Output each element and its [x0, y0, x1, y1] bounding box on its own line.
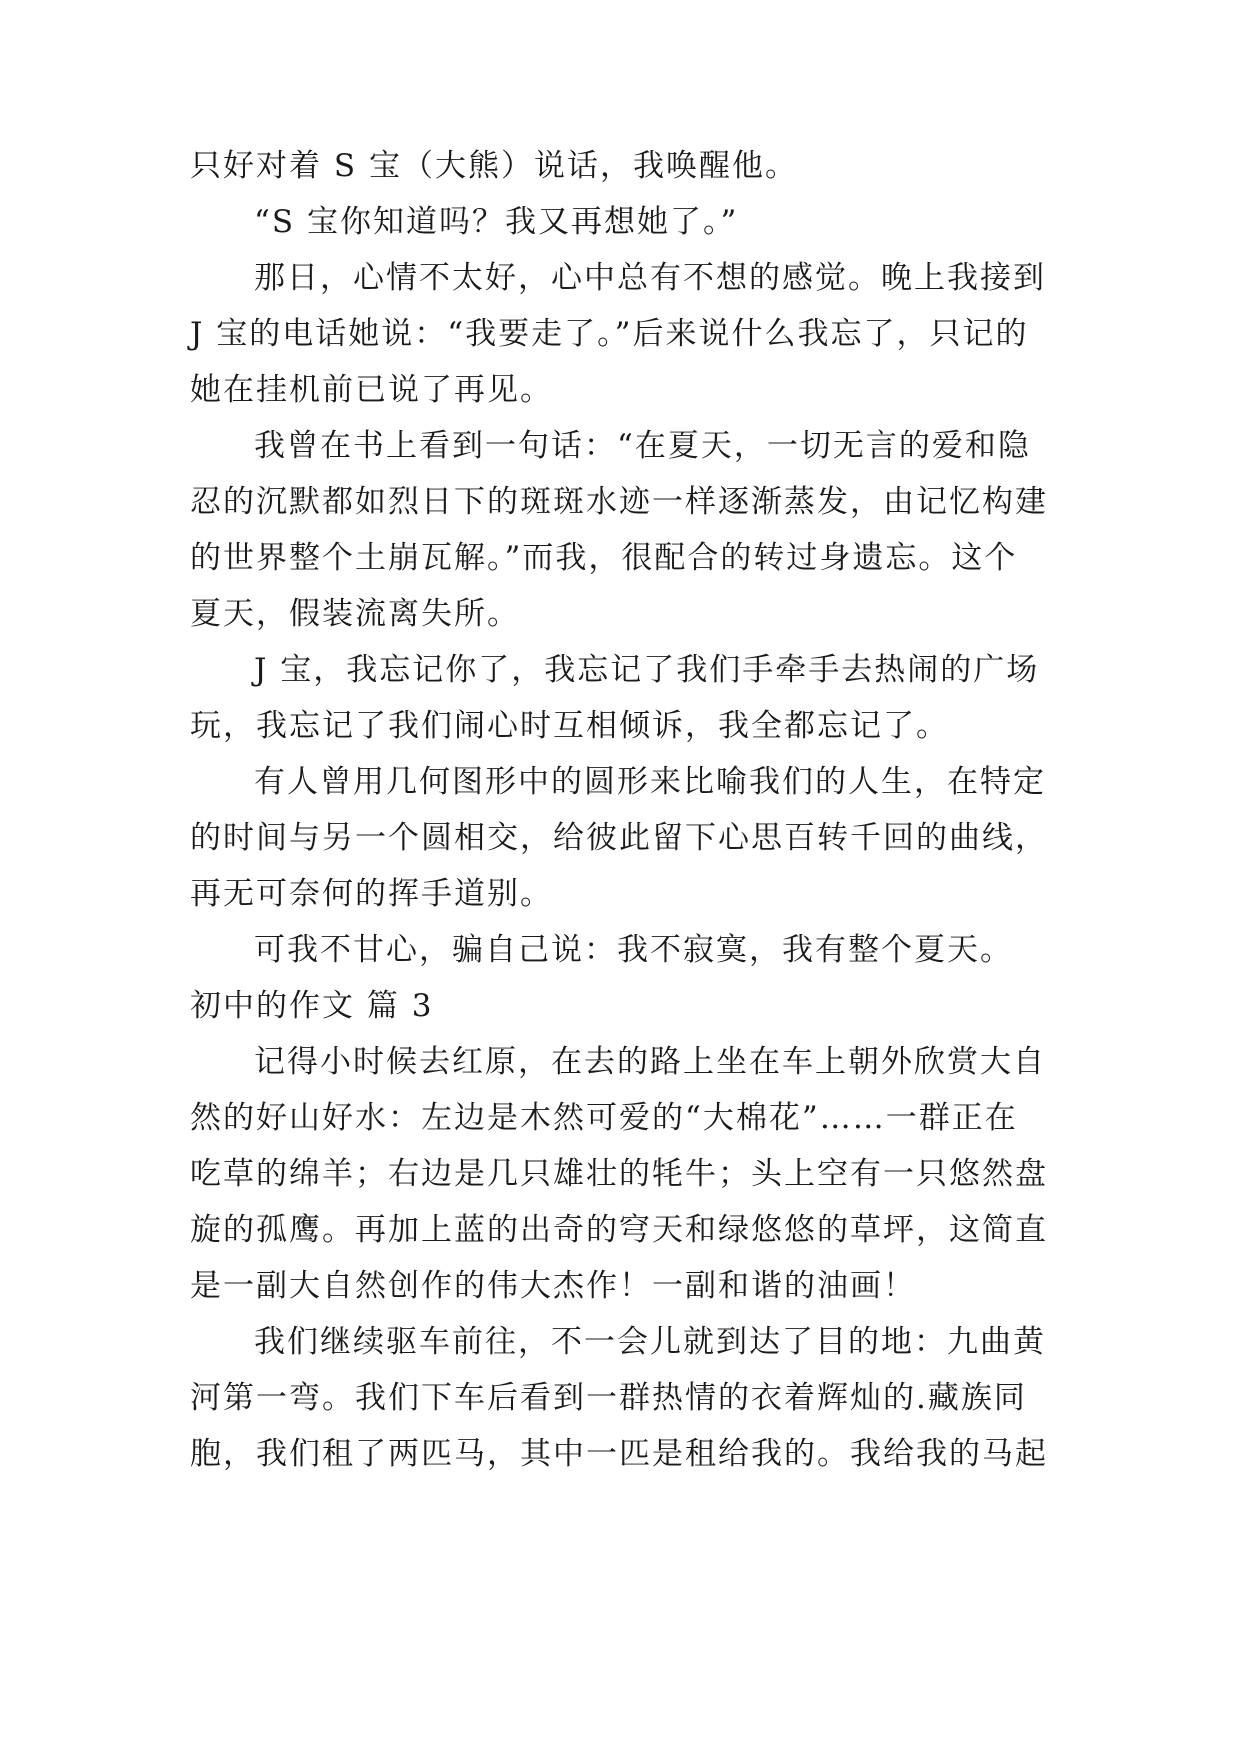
- text-line: 再无可奈何的挥手道别。: [190, 876, 553, 912]
- text-line: 我曾在书上看到一句话：“在夏天，一切无言的爱和隐: [254, 428, 1031, 464]
- text-line: 吃草的绵羊；右边是几只雄壮的牦牛；头上空有一只悠然盘: [190, 1156, 1048, 1192]
- text-line: 旋的孤鹰。再加上蓝的出奇的穹天和绿悠悠的草坪，这简直: [190, 1212, 1048, 1248]
- text-line: 然的好山好水：左边是木然可爱的“大棉花”……一群正在: [190, 1100, 1018, 1136]
- text-line: 可我不甘心，骗自己说：我不寂寞，我有整个夏天。: [254, 932, 1013, 968]
- text-line: 她在挂机前已说了再见。: [190, 372, 553, 408]
- text-line: 记得小时候去红原，在去的路上坐在车上朝外欣赏大自: [254, 1044, 1046, 1080]
- text-line: 是一副大自然创作的伟大杰作！一副和谐的油画！: [190, 1268, 916, 1304]
- text-line: 有人曾用几何图形中的圆形来比喻我们的人生，在特定: [254, 764, 1046, 800]
- text-line: 只好对着 S 宝（大熊）说话，我唤醒他。: [190, 148, 798, 184]
- text-line: 的世界整个土崩瓦解。”而我，很配合的转过身遗忘。这个: [190, 540, 1018, 576]
- text-line: 夏天，假装流离失所。: [190, 596, 520, 632]
- text-line: J 宝的电话她说：“我要走了。”后来说什么我忘了，只记的: [190, 316, 1029, 352]
- text-line: 那日，心情不太好，心中总有不想的感觉。晚上我接到: [254, 260, 1046, 296]
- section-heading: 初中的作文 篇 3: [190, 988, 434, 1024]
- text-line: 玩，我忘记了我们闹心时互相倾诉，我全都忘记了。: [190, 708, 949, 744]
- text-line: 胞，我们租了两匹马，其中一匹是租给我的。我给我的马起: [190, 1436, 1048, 1472]
- text-line: J 宝，我忘记你了，我忘记了我们手牵手去热闹的广场: [254, 652, 1040, 688]
- text-line: 的时间与另一个圆相交，给彼此留下心思百转千回的曲线，: [190, 820, 1048, 856]
- text-line: 忍的沉默都如烈日下的斑斑水迹一样逐渐蒸发，由记忆构建: [190, 484, 1048, 520]
- text-line: 河第一弯。我们下车后看到一群热情的衣着辉灿的.藏族同: [190, 1380, 1027, 1416]
- text-line: “S 宝你知道吗？我又再想她了。”: [254, 204, 739, 240]
- text-line: 我们继续驱车前往，不一会儿就到达了目的地：九曲黄: [254, 1324, 1046, 1360]
